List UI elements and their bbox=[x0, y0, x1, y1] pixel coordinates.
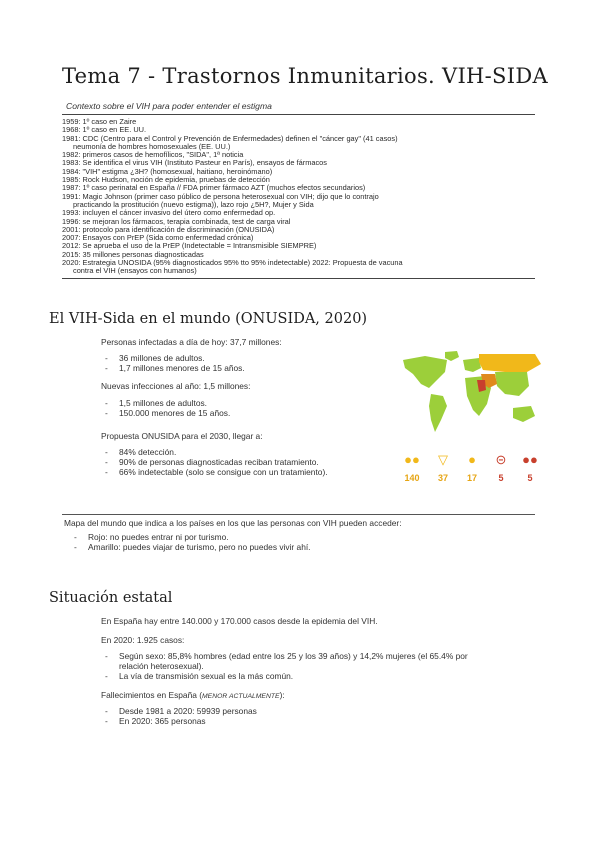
page-subtitle: Contexto sobre el VIH para poder entender el estigma bbox=[66, 101, 272, 111]
list-item: - Amarillo: puedes viajar de turismo, pero no puedes vivir ahí. bbox=[70, 542, 535, 552]
map-legend bbox=[62, 514, 535, 552]
list-item: - 66% indetectable (solo se consigue con un tratamiento). bbox=[101, 467, 328, 477]
state-heading: Situación estatal bbox=[49, 590, 173, 606]
timeline-box bbox=[62, 114, 535, 279]
timeline-row: 2012: Se aprueba el uso de la PrEP (Indetectable = Intransmisible SIEMPRE) bbox=[62, 241, 317, 251]
map-legend-list bbox=[62, 532, 535, 552]
figure-group-2 bbox=[431, 452, 455, 483]
new-infections-label: Nuevas infecciones al año: 1,5 millones: bbox=[101, 381, 251, 391]
list-item: - La vía de transmisión sexual es la más común. bbox=[101, 671, 468, 681]
figure-number: 5 bbox=[527, 473, 533, 483]
list-item: - En 2020: 365 personas bbox=[101, 716, 257, 726]
timeline-row: 2007: Ensayos con PrEP (Sida como enfermedad crónica) bbox=[62, 233, 254, 243]
new-infections-list bbox=[101, 398, 230, 418]
deaths-note: MENOR ACTUALMENTE bbox=[202, 693, 280, 700]
world-heading: El VIH-Sida en el mundo (ONUSIDA, 2020) bbox=[49, 311, 368, 327]
timeline-row-continuation: neumonía de hombres homosexuales (EE. UU.) bbox=[73, 141, 231, 151]
timeline-row: 1984: "VIH" estigma ¿3H? (homosexual, haitiano, heroinómano) bbox=[62, 166, 273, 176]
infected-label: Personas infectadas a día de hoy: 37,7 millones: bbox=[101, 337, 282, 347]
europe-shape bbox=[463, 358, 481, 372]
list-item: - 36 millones de adultos. bbox=[101, 353, 245, 363]
timeline-row: 1981: CDC (Centro para el Control y Prevención de Enfermedades) definen el "cáncer gay" (41 casos) bbox=[62, 133, 398, 143]
timeline-row: 1983: Se identifica el virus VIH (Instituto Pasteur en París), ensayos de fármacos bbox=[62, 158, 327, 168]
figure-number: 37 bbox=[437, 473, 448, 483]
deaths-label-post: ): bbox=[279, 690, 285, 700]
figure-number: 17 bbox=[466, 473, 477, 483]
north-america-shape bbox=[403, 356, 447, 388]
timeline-row: 2020: Estrategia UNOSIDA (95% diagnosticados 95% tto 95% indetectable) 2022: Propuesta de vacuna bbox=[62, 258, 403, 268]
list-item: - 90% de personas diagnosticadas reciban tratamiento. bbox=[101, 457, 328, 467]
greenland-shape bbox=[445, 351, 459, 361]
list-item: - 84% detección. bbox=[101, 447, 328, 457]
australia-shape bbox=[513, 406, 535, 422]
page-title: Tema 7 - Trastornos Inmunitarios. VIH-SIDA bbox=[62, 64, 548, 88]
timeline-row: 1987: 1º caso perinatal en España // FDA primer fármaco AZT (muchos efectos secundarios) bbox=[62, 183, 366, 193]
figure-group-1 bbox=[400, 452, 424, 483]
timeline-row: 1993: incluyen el cáncer invasivo del útero como enfermedad op. bbox=[62, 208, 276, 218]
cases-list bbox=[101, 651, 468, 681]
timeline-row: 1982: primeros casos de hemofílicos, "SIDA", 1ª noticia bbox=[62, 150, 244, 160]
figure-number: 5 bbox=[498, 473, 504, 483]
no-entry-icon: ⊝ bbox=[495, 452, 507, 467]
timeline-row: 1985: Rock Hudson, noción de epidemia, pruebas de detección bbox=[62, 175, 270, 185]
list-item: - Rojo: no puedes entrar ni por turismo. bbox=[70, 532, 535, 542]
figure-group-3 bbox=[460, 452, 484, 483]
list-item: - 1,7 millones menores de 15 años. bbox=[101, 363, 245, 373]
list-item: - Desde 1981 a 2020: 59939 personas bbox=[101, 706, 257, 716]
list-item: - 1,5 millones de adultos. bbox=[101, 398, 230, 408]
world-map bbox=[395, 350, 545, 442]
list-item-continuation: relación heterosexual). bbox=[119, 661, 204, 671]
proposal-label: Propuesta ONUSIDA para el 2030, llegar a: bbox=[101, 431, 263, 441]
people-icon: ●● bbox=[522, 452, 538, 467]
list-item: - 150.000 menores de 15 años. bbox=[101, 408, 230, 418]
figure-group-4 bbox=[489, 452, 513, 483]
cases-label: En 2020: 1.925 casos: bbox=[101, 635, 185, 645]
infected-list bbox=[101, 353, 245, 373]
person-icon: ● bbox=[468, 452, 476, 467]
deaths-label bbox=[101, 690, 285, 700]
map-legend-label: Mapa del mundo que indica a los países en los que las personas con VIH pueden acceder: bbox=[64, 518, 402, 528]
figures-row bbox=[400, 452, 550, 492]
state-intro: En España hay entre 140.000 y 170.000 casos desde la epidemia del VIH. bbox=[101, 616, 378, 626]
timeline-row: 2015: 35 millones personas diagnosticadas bbox=[62, 249, 204, 259]
shield-icon: ▽ bbox=[438, 452, 448, 467]
deaths-label-pre: Fallecimientos en España ( bbox=[101, 690, 203, 700]
asia-shape bbox=[495, 372, 529, 396]
list-item bbox=[101, 651, 468, 671]
russia-shape bbox=[479, 354, 541, 372]
figure-group-5 bbox=[518, 452, 542, 483]
figure-number: 140 bbox=[404, 473, 420, 483]
timeline-row-continuation: practicando la prostitución (nuevo estigma)), lazo rojo ¿5H?, Mujer y Sida bbox=[73, 199, 314, 209]
people-icon: ●● bbox=[404, 452, 420, 467]
south-america-shape bbox=[429, 394, 447, 432]
list-item-text: Según sexo: 85,8% hombres (edad entre los 25 y los 39 años) y 14,2% mujeres (el 65.4% por bbox=[119, 651, 468, 661]
deaths-list bbox=[101, 706, 257, 726]
proposal-list bbox=[101, 447, 328, 477]
timeline-row: 1959: 1º caso en Zaire bbox=[62, 117, 137, 126]
timeline-row: 2001: protocolo para identificación de discriminación (ONUSIDA) bbox=[62, 224, 275, 234]
timeline-row-continuation: contra el VIH (ensayos con humanos) bbox=[73, 266, 197, 276]
timeline-row: 1968: 1º caso en EE. UU. bbox=[62, 125, 147, 135]
timeline-row: 1996: se mejoran los fármacos, terapia combinada, test de carga viral bbox=[62, 216, 291, 226]
timeline-row: 1991: Magic Johnson (primer caso público de persona heterosexual con VIH; dijo que lo contrajo bbox=[62, 191, 379, 201]
